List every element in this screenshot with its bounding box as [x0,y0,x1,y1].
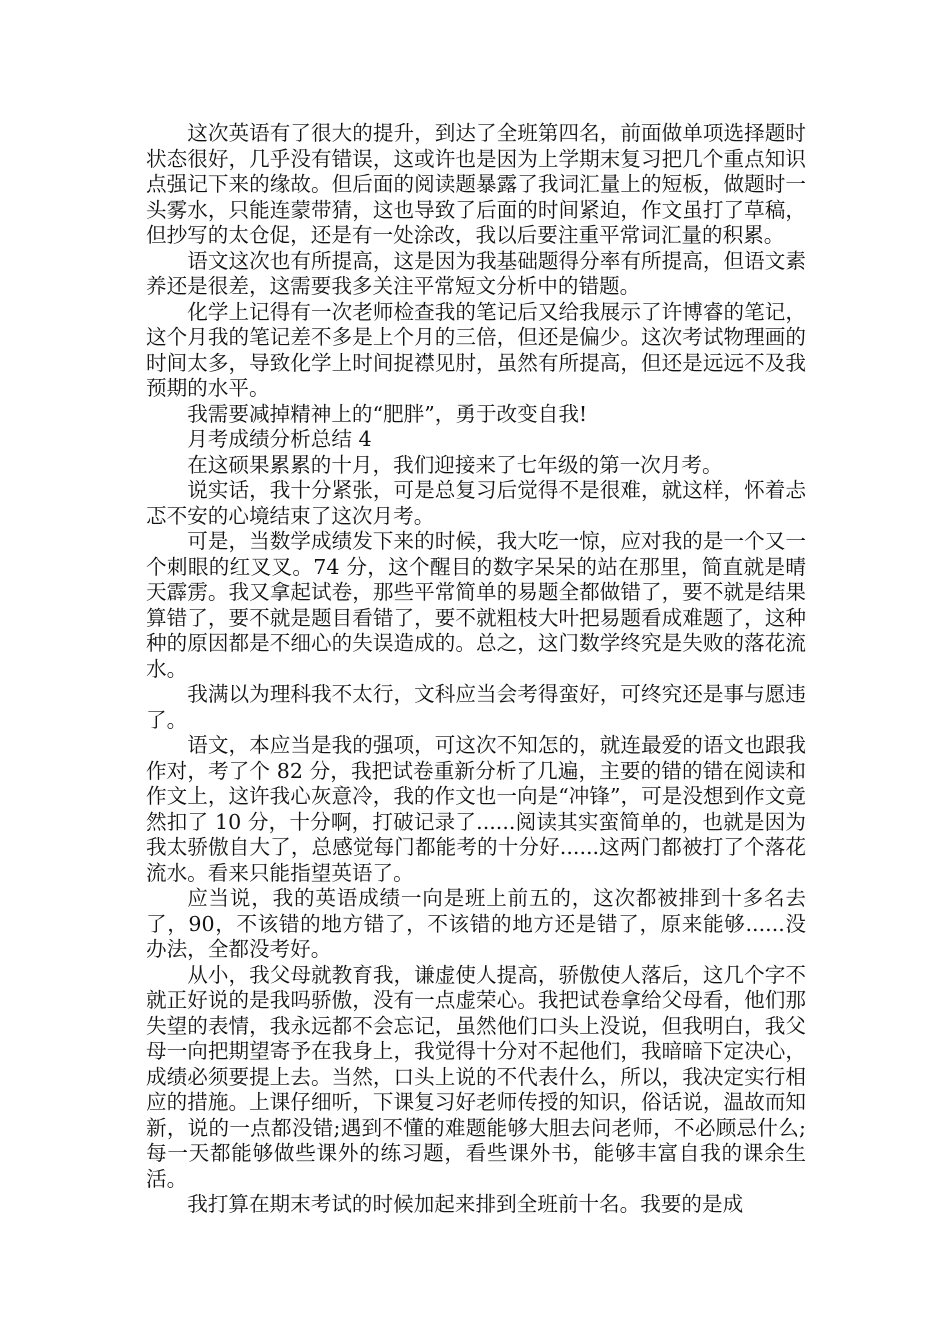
paragraph-final-goal: 我打算在期末考试的时候加起来排到全班前十名。我要的是成 [187,1192,744,1216]
paragraph-science-liberal: 我满以为理科我不太行，文科应当会考得蛮好，可终究还是事与愿违了。 [146,682,806,732]
paragraph-self-change: 我需要减掉精神上的“肥胖”，勇于改变自我! [187,401,588,426]
paragraph-chemistry-analysis: 化学上记得有一次老师检查我的笔记后又给我展示了许博睿的笔记，这个月我的笔记差不多是上个月的三倍，但还是偏少。这次考试物理画的时间太多，导致化学上时间捉襟见肘，虽然有所提高，但还是远远不及我预期的水平。 [146,299,806,400]
paragraph-english-result: 应当说，我的英语成绩一向是班上前五的，这次都被排到十多名去了，90，不该错的地方错了，不该错的地方还是错了，原来能够......没办法，全都没考好。 [146,886,806,961]
section-title: 月考成绩分析总结 4 [187,427,372,451]
paragraph-chinese-result: 语文，本应当是我的强项，可这次不知怎的，就连最爱的语文也跟我作对，考了个 82 分，我把试卷重新分析了几遍，主要的错的错在阅读和作文上，这许我心灰意冷，我的作文也一向是“冲锋”，可是没想到作文竟然扣了 10 分，十分啊，打破记录了......阅读其实蛮简单的，也就是因为我太骄傲自大了，总感觉每门都能考的十分好......这两门都被打了个落花流水。看来只能指望英语了。 [146,733,806,885]
paragraph-math-result: 可是，当数学成绩发下来的时候，我大吃一惊，应对我的是一个又一个刺眼的红叉叉。74 分，这个醒目的数字呆呆的站在那里，简直就是晴天霹雳。我又拿起试卷，那些平常简单的易题全都做错了，要不就是结果算错了，要不就是题目看错了，要不就粗枝大叶把易题看成难题了，这种种的原因都是不细心的失误造成的。总之，这门数学终究是失败的落花流水。 [146,529,806,681]
paragraph-english-analysis: 这次英语有了很大的提升，到达了全班第四名，前面做单项选择题时状态很好，几乎没有错误，这或许也是因为上学期末复习把几个重点知识点强记下来的缘故。但后面的阅读题暴露了我词汇量上的短板，做题时一头雾水，只能连蒙带猜，这也导致了后面的时间紧迫，作文虽打了草稿，但抄写的太仓促，还是有一处涂改，我以后要注重平常词汇量的积累。 [146,121,806,247]
paragraph-parents-plan: 从小，我父母就教育我，谦虚使人提高，骄傲使人落后，这几个字不就正好说的是我吗骄傲，没有一点虚荣心。我把试卷拿给父母看，他们那失望的表情，我永远都不会忘记，虽然他们口头上没说，但我明白，我父母一向把期望寄予在我身上，我觉得十分对不起他们，我暗暗下定决心，成绩必须要提上去。当然，口头上说的不代表什么，所以，我决定实行相应的措施。上课仔细听，下课复习好老师传授的知识，俗话说，温故而知新，说的一点都没错;遇到不懂的难题能够大胆去问老师，不必顾忌什么;每一天都能够做些课外的练习题，看些课外书，能够丰富自我的课余生活。 [146,962,806,1191]
paragraph-october-exam: 在这硕果累累的十月，我们迎接来了七年级的第一次月考。 [187,452,723,477]
paragraph-nervous: 说实话，我十分紧张，可是总复习后觉得不是很难，就这样，怀着忐忑不安的心境结束了这次月考。 [146,478,806,528]
document-body [146,121,806,1218]
paragraph-chinese-analysis: 语文这次也有所提高，这是因为我基础题得分率有所提高，但语文素养还是很差，这需要我多关注平常短文分析中的错题。 [146,248,806,298]
